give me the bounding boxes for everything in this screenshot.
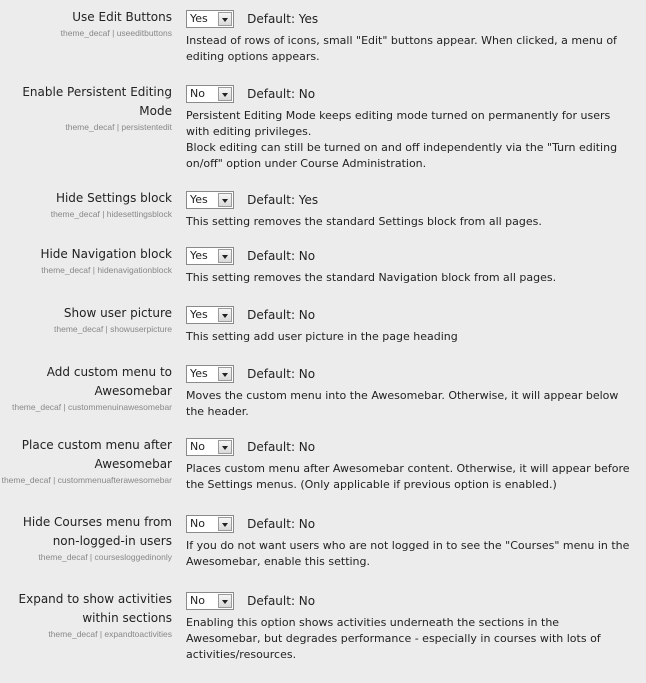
setting-description (186, 615, 631, 663)
setting-name: Add custom menu to Awesomebar (46, 365, 172, 398)
default-value: Default: Yes (247, 192, 319, 207)
setting-label (0, 304, 172, 336)
setting-key: theme_decaf | custommenuinawesomebar (11, 402, 172, 412)
chevron-down-icon (218, 87, 232, 101)
default-value: Default: No (247, 366, 316, 381)
setting-name: Expand to show activities within sections (18, 592, 172, 625)
default-value: Default: No (247, 593, 316, 608)
useeditbuttons-select[interactable] (186, 10, 234, 28)
chevron-down-icon (218, 517, 232, 531)
desc-line: Places custom menu after Awesomebar content. Otherwise, it will appear before the Settings menus. (Only applicable if previous option is enabled.) (186, 462, 630, 491)
desc-line: Enabling this option shows activities underneath the sections in the Awesomebar, but degrades performance - especially in courses with lots of activities/resources. (186, 616, 601, 661)
desc-line: This setting add user picture in the page heading (186, 330, 458, 343)
setting-key: theme_decaf | hidenavigationblock (41, 265, 172, 275)
chevron-down-icon (218, 249, 232, 263)
persistentedit-select[interactable] (186, 85, 234, 103)
desc-line: Moves the custom menu into the Awesomebar. Otherwise, it will appear below the header. (186, 389, 619, 418)
setting-name: Hide Courses menu from non-logged-in users (22, 515, 172, 548)
hidesettingsblock-select[interactable] (186, 191, 234, 209)
expandtoactivities-select[interactable] (186, 592, 234, 610)
setting-label (0, 189, 172, 221)
setting-label (0, 8, 172, 40)
showuserpicture-select[interactable] (186, 306, 234, 324)
chevron-down-icon (218, 12, 232, 26)
custommenuafterawesomebar-select[interactable] (186, 438, 234, 456)
select-value: No (190, 516, 205, 530)
setting-name: Use Edit Buttons (72, 10, 172, 24)
setting-label (0, 436, 172, 487)
desc-line: Persistent Editing Mode keeps editing mode turned on permanently for users with editing privileges. (186, 109, 611, 138)
desc-line: If you do not want users who are not logged in to see the "Courses" menu in the Awesomebar, enable this setting. (186, 539, 630, 568)
setting-description (186, 329, 631, 345)
custommenuinawesomebar-select[interactable] (186, 365, 234, 383)
hidenavigationblock-select[interactable] (186, 247, 234, 265)
setting-description (186, 270, 631, 286)
desc-line: Instead of rows of icons, small "Edit" buttons appear. When clicked, a menu of editing options appears. (186, 34, 617, 63)
setting-key: theme_decaf | expandtoactivities (48, 629, 172, 639)
setting-label (0, 245, 172, 277)
setting-label (0, 363, 172, 414)
select-value: Yes (190, 11, 208, 25)
select-value: No (190, 439, 205, 453)
setting-key: theme_decaf | coursesloggedinonly (38, 552, 172, 562)
setting-description (186, 108, 631, 172)
select-value: Yes (190, 248, 208, 262)
setting-key: theme_decaf | showuserpicture (54, 324, 172, 334)
default-value: Default: Yes (247, 11, 319, 26)
setting-key: theme_decaf | useeditbuttons (60, 28, 172, 38)
setting-name: Show user picture (63, 306, 172, 320)
default-value: Default: No (247, 248, 316, 263)
default-value: Default: No (247, 307, 316, 322)
select-value: Yes (190, 366, 208, 380)
coursesloggedinonly-select[interactable] (186, 515, 234, 533)
setting-name: Enable Persistent Editing Mode (22, 85, 172, 118)
setting-description (186, 33, 631, 65)
setting-name: Hide Navigation block (40, 247, 172, 261)
setting-description (186, 538, 631, 570)
setting-description (186, 388, 631, 420)
chevron-down-icon (218, 308, 232, 322)
default-value: Default: No (247, 516, 316, 531)
chevron-down-icon (218, 367, 232, 381)
select-value: No (190, 593, 205, 607)
setting-name: Place custom menu after Awesomebar (21, 438, 172, 471)
desc-line: This setting removes the standard Settings block from all pages. (186, 215, 542, 228)
default-value: Default: No (247, 86, 316, 101)
setting-description (186, 214, 631, 230)
setting-label (0, 590, 172, 641)
setting-name: Hide Settings block (55, 191, 172, 205)
setting-description (186, 461, 631, 493)
desc-line: This setting removes the standard Navigation block from all pages. (186, 271, 557, 284)
chevron-down-icon (218, 440, 232, 454)
chevron-down-icon (218, 193, 232, 207)
select-value: Yes (190, 307, 208, 321)
setting-key: theme_decaf | hidesettingsblock (50, 209, 172, 219)
desc-line: Block editing can still be turned on and off independently via the "Turn editing on/off" option under Course Administration. (186, 141, 618, 170)
chevron-down-icon (218, 594, 232, 608)
setting-label (0, 83, 172, 134)
setting-key: theme_decaf | custommenuafterawesomebar (1, 475, 172, 485)
setting-label (0, 513, 172, 564)
select-value: No (190, 86, 205, 100)
default-value: Default: No (247, 439, 316, 454)
select-value: Yes (190, 192, 208, 206)
setting-key: theme_decaf | persistentedit (65, 122, 172, 132)
